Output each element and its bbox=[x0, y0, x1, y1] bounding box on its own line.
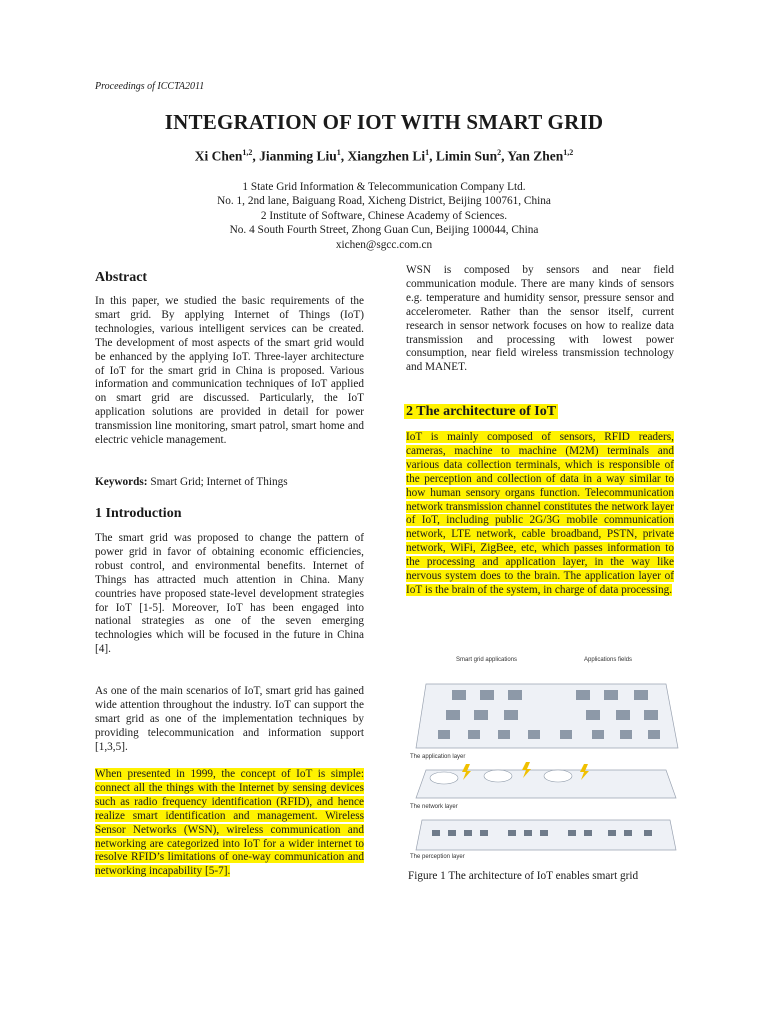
keywords bbox=[95, 476, 364, 490]
keywords-label: Keywords: bbox=[95, 476, 148, 488]
affiliations bbox=[0, 180, 768, 252]
paper-title: INTEGRATION OF IOT WITH SMART GRID bbox=[164, 110, 604, 134]
author-separator: , bbox=[340, 148, 348, 164]
author-list bbox=[0, 148, 768, 165]
affiliation-line: No. 4 South Fourth Street, Zhong Guan Cun, Beijing 100044, China bbox=[229, 224, 539, 237]
author-name: Limin Sun bbox=[435, 148, 498, 164]
application-layer-label: The application layer bbox=[410, 754, 466, 760]
architecture-heading bbox=[404, 404, 558, 420]
applications-fields-label: Applications fields bbox=[584, 657, 633, 663]
paragraph-text: As one of the main scenarios of IoT, smart grid has gained wide attention throughout the industry. IoT can support the smart grid as one of the implementation techniques by providing telecommunication and information support [1,3,5]. bbox=[95, 685, 364, 753]
intro-paragraph-3-highlighted bbox=[95, 768, 364, 879]
abstract-paragraph: In this paper, we studied the basic requirements of the smart grid. By applying Internet of Things (IoT) technologies, various intelligent services can be created. The development of most aspects of the smart grid would be enhanced by the applying IoT. Three-layer architecture of IoT for the smart grid in China is proposed. Various information and communication techniques of IoT applied on smart grid are discussed. Particularly, the IoT application solutions are provided in detail for power transmission line monitoring, smart patrol, smart home and electric vehicle management. bbox=[95, 295, 364, 447]
author-separator: , bbox=[429, 148, 436, 164]
highlighted-text bbox=[95, 768, 364, 879]
author-name: Jianming Liu bbox=[259, 148, 337, 164]
author-email[interactable]: xichen@sgcc.com.cn bbox=[335, 238, 433, 251]
author-affiliation-marker: 1 bbox=[336, 148, 341, 157]
architecture-figure bbox=[408, 652, 680, 860]
wsn-paragraph bbox=[406, 264, 674, 375]
author-name: Yan Zhen bbox=[507, 148, 564, 164]
keywords-text: Smart Grid; Internet of Things bbox=[147, 476, 288, 488]
heading-highlight: 2 The architecture of IoT bbox=[406, 404, 557, 419]
affiliation-line: No. 1, 2nd lane, Baiguang Road, Xicheng District, Beijing 100761, China bbox=[217, 195, 551, 208]
affiliation-line: 1 State Grid Information & Telecommunication Company Ltd. bbox=[242, 181, 526, 193]
author-separator: , bbox=[252, 148, 260, 164]
intro-paragraph-2 bbox=[95, 685, 364, 755]
intro-heading: 1 Introduction bbox=[95, 506, 182, 521]
author-name: Xiangzhen Li bbox=[347, 148, 426, 164]
author-affiliation-marker: 1 bbox=[425, 148, 430, 157]
abstract-text bbox=[95, 295, 364, 448]
author-name: Xi Chen bbox=[194, 148, 243, 164]
author-affiliation-marker: 2 bbox=[497, 148, 502, 157]
paragraph-text: WSN is composed by sensors and near field communication module. There are many kinds of sensors e.g. temperature and humidity sensor, pressure sensor and accelerometer. Rather than the sensor itself, current research in sensor network focuses on how to realize data transmission and processing with lowest power consumption, near field wireless transmission technology and MANET. bbox=[406, 264, 674, 374]
proceedings-header: Proceedings of ICCTA2011 bbox=[95, 81, 205, 92]
highlighted-text bbox=[406, 431, 674, 598]
architecture-paragraph-highlighted bbox=[406, 431, 674, 598]
intro-paragraph-1 bbox=[95, 532, 364, 657]
highlight-span: IoT is mainly composed of sensors, RFID readers, cameras, machine to machine (M2M) terminals and various data collection terminals, which is responsible of the perception and collection of data in a way similar to how human sensory organs function. Telecommunication network transmission channel constitutes the network layer of IoT, including public 2G/3G mobile communication network, LTE network, cable broadband, PSTN, private network, WiFi, ZigBee, etc, which passes information to the processing and application layer, in the way like nervous system does to the brain. The application layer of IoT is the brain of the system, in charge of data processing. bbox=[406, 431, 674, 596]
smart-grid-applications-label: Smart grid applications bbox=[456, 657, 518, 663]
affiliation-line: 2 Institute of Software, Chinese Academy of Sciences. bbox=[260, 209, 508, 222]
abstract-heading: Abstract bbox=[95, 270, 148, 285]
author-separator: , bbox=[501, 148, 508, 164]
author-affiliation-marker: 1,2 bbox=[242, 148, 253, 157]
author-affiliation-marker: 1,2 bbox=[563, 148, 574, 157]
highlight-span: When presented in 1999, the concept of IoT is simple: connect all the things with the Internet by sensing devices such as radio frequency identification (RFID), and hence realize smart identification and management. Wireless Sensor Networks (WSN), wireless communication and networking are categorized into IoT for a wider internet to resolve RFID’s limitations of one-way communication and networking incapability [5-7]. bbox=[95, 768, 364, 878]
network-layer-label: The network layer bbox=[410, 804, 458, 810]
figure-caption: Figure 1 The architecture of IoT enables smart grid bbox=[408, 870, 639, 882]
paragraph-text: The smart grid was proposed to change the pattern of power grid in favor of obtaining economic efficiencies, robust control, and environmental benefits. Internet of Things has attracted much attention in China. Many countries have proposed state-level development strategies for IoT [1-5]. Moreover, IoT has been engaged into national strategies as one of the seven emerging technologies which will be focused in the future in China [4]. bbox=[95, 532, 364, 656]
perception-layer-label: The perception layer bbox=[410, 854, 465, 860]
